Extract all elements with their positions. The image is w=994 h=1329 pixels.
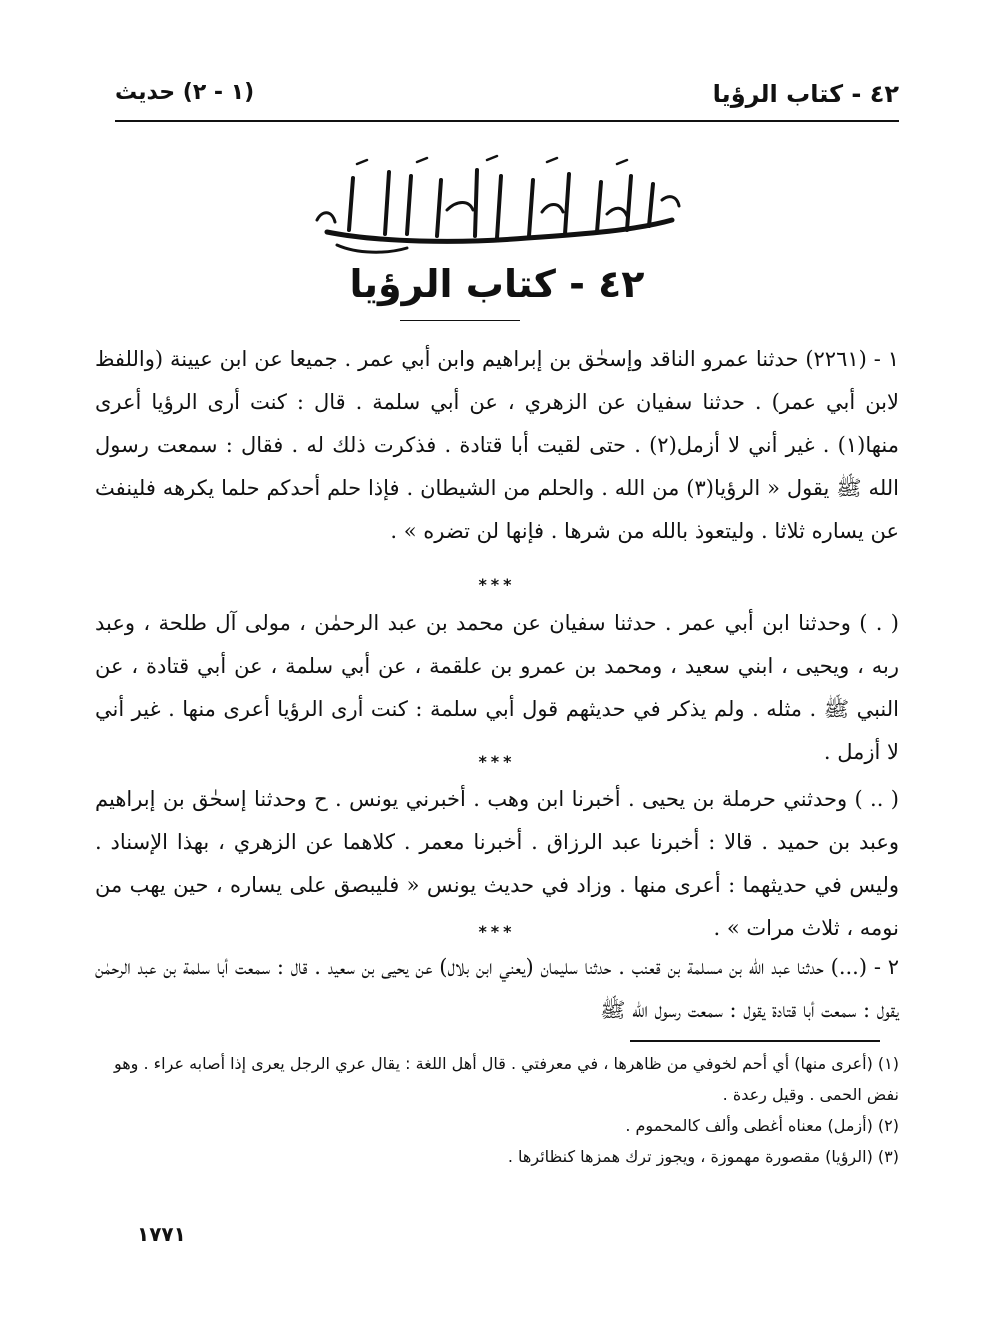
header-rule — [115, 120, 899, 122]
book-heading: ٤٢ - كتاب الرؤيا — [349, 262, 645, 306]
running-header — [115, 78, 899, 118]
hadith-paragraph-2 — [95, 602, 899, 774]
hadith-text: ( .. ) وحدثني حرملة بن يحيى . أخبرنا ابن وهب . أخبرني يونس . ح وحدثنا إسحٰق بن إبراهيم وعبد بن حميد . قالا : أخبرنا عبد الرزاق . أخبرنا معمر . كلاهما عن الزهري ، بهذا الإسناد . وليس في حديثهما : أعرى منها . وزاد في حديث يونس « فليبصق على يساره ، حين يهب من نومه ، ثلاث مرات » . — [95, 787, 899, 940]
footnote-2: (٢) (أزمل) معناه أغطى وألف كالمحموم . — [625, 1116, 899, 1135]
section-separator: *** — [478, 922, 516, 941]
footnote-1: (١) (أعرى منها) أي أحم لخوفي من ظاهرها ، في معرفتي . قال أهل اللغة : يقال عري الرجل يعرى إذا أصابه عراء . وهو نفض الحمى . وقيل رعدة . — [113, 1054, 899, 1104]
hadith-text: ١ - (٢٢٦١) حدثنا عمرو الناقد وإسحٰق بن إبراهيم وابن أبي عمر . جميعا عن ابن عيينة (واللفظ لابن أبي عمر) . حدثنا سفيان عن الزهري ، عن أبي سلمة . قال : كنت أرى الرؤيا أعرى منها(١) . غير أني لا أزمل(٢) . حتى لقيت أبا قتادة . فذكرت ذلك له . فقال : سمعت رسول الله ﷺ يقول « الرؤيا(٣) من الله . والحلم من الشيطان . فإذا حلم أحدكم حلما يكرهه فلينفث عن يساره ثلاثا . وليتعوذ بالله من شرها . فإنها لن تضره » . — [95, 347, 900, 543]
book-heading-underline — [400, 320, 520, 321]
footnote-3: (٣) (الرؤيا) مقصورة مهموزة ، ويجوز ترك همزها كنظائرها . — [507, 1147, 899, 1166]
basmala-calligraphy — [297, 150, 697, 260]
hadith-text: ( . ) وحدثنا ابن أبي عمر . حدثنا سفيان عن محمد بن عبد الرحمٰن ، مولى آل طلحة ، وعبد ربه ، ويحيى ، ابني سعيد ، ومحمد بن عمرو بن علقمة ، عن أبي سلمة ، عن أبي قتادة ، عن النبي ﷺ . مثله . ولم يذكر في حديثهم قول أبي سلمة : كنت أرى الرؤيا أعرى منها . غير أني لا أزمل . — [95, 611, 899, 764]
footnotes — [95, 1048, 899, 1172]
running-header-book-title: ٤٢ - كتاب الرؤيا — [712, 80, 899, 108]
hadith-paragraph-1 — [95, 338, 899, 553]
running-header-hadith-range: (١ - ٢) حديث — [115, 80, 255, 105]
footnote-rule — [630, 1040, 880, 1042]
hadith-paragraph-4 — [95, 946, 899, 1032]
hadith-text: ٢ - (...) حدثنا عبد الله بن مسلمة بن قعنب . حدثنا سليمان (يعني ابن بلال) عن يحيى بن سعيد . قال : سمعت أبا سلمة بن عبد الرحمٰن يقول : سمعت أبا قتادة يقول : سمعت رسول الله ﷺ — [95, 955, 899, 1022]
section-separator: *** — [478, 752, 516, 771]
page-number: ١٧٧١ — [137, 1222, 186, 1246]
section-separator: *** — [478, 575, 516, 594]
